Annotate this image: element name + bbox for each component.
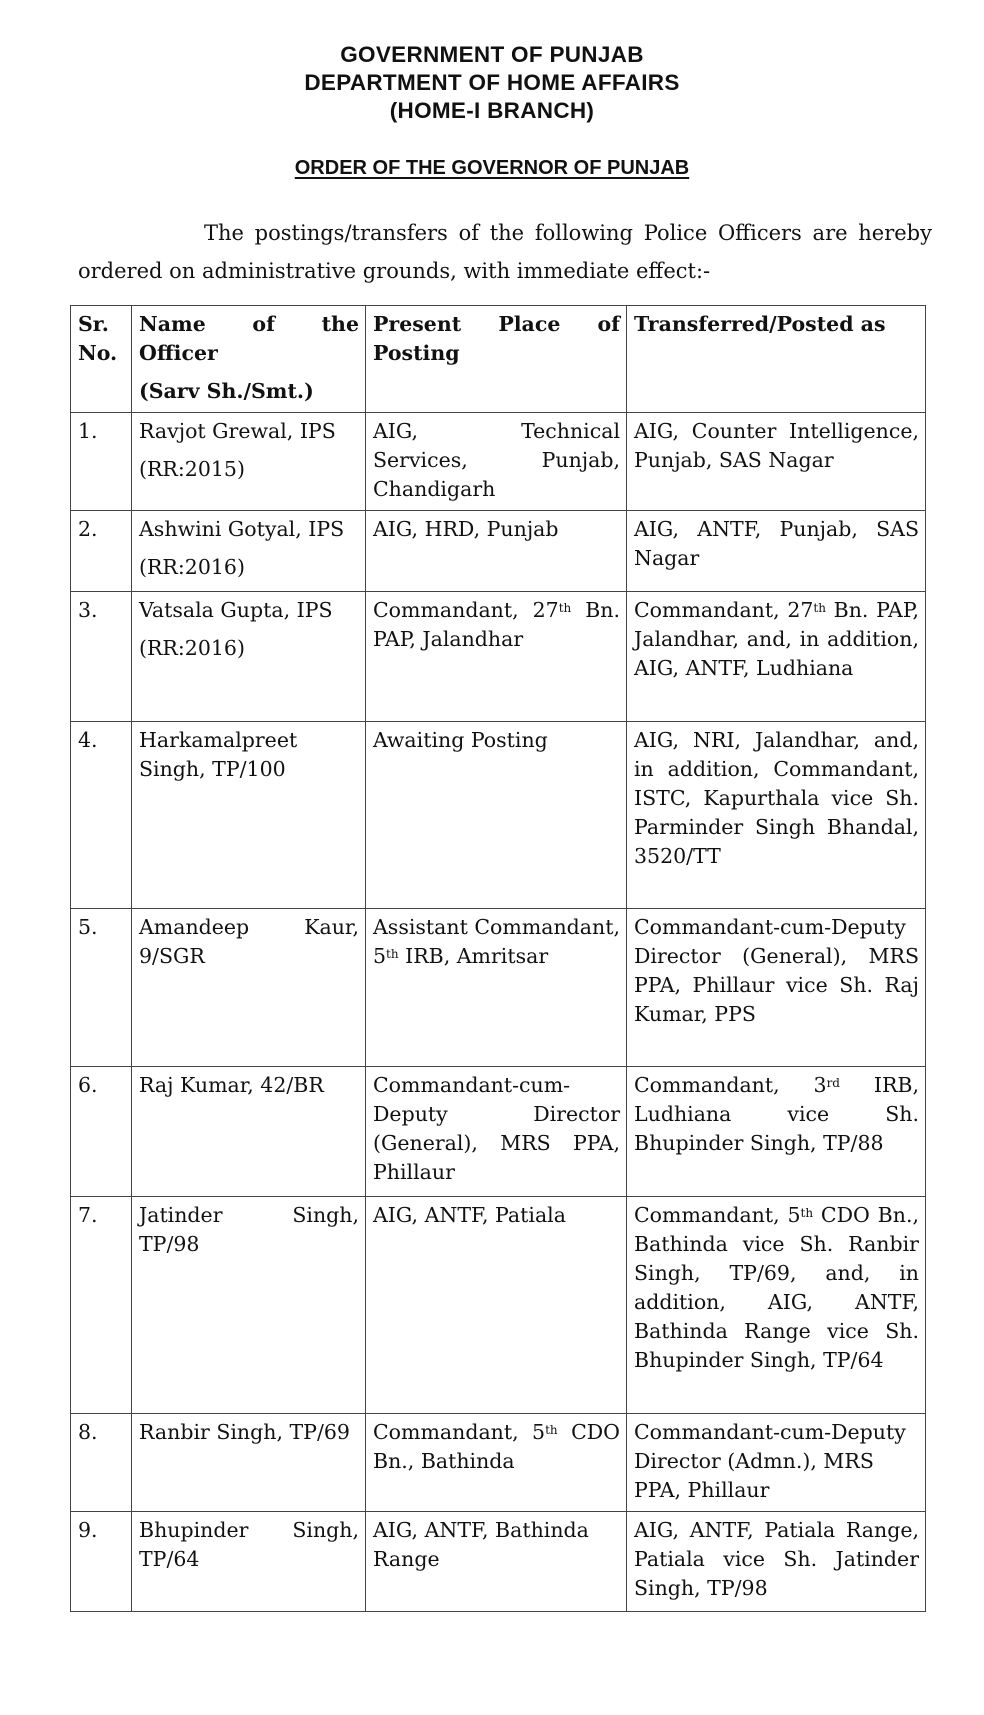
cell-officer: Bhupinder Singh, TP/64 <box>132 1512 366 1612</box>
table-row <box>71 1414 926 1512</box>
cell-present: Assistant Commandant, 5th IRB, Amritsar <box>366 909 627 1067</box>
cell-officer: Ranbir Singh, TP/69 <box>132 1414 366 1512</box>
table-row <box>71 1512 926 1612</box>
table-row <box>71 1197 926 1414</box>
table-row <box>71 722 926 909</box>
order-title: ORDER OF THE GOVERNOR OF PUNJAB <box>294 157 690 179</box>
cell-transferred: AIG, Counter Intelligence, Punjab, SAS Nagar <box>627 413 926 511</box>
cell-present: Commandant, 5th CDO Bn., Bathinda <box>366 1414 627 1512</box>
header-sr-no: Sr. No. <box>71 306 132 413</box>
cell-present: Awaiting Posting <box>366 722 627 909</box>
header-present-posting: Present Place of Posting <box>366 306 627 413</box>
cell-present: AIG, Technical Services, Punjab, Chandigarh <box>366 413 627 511</box>
postings-table <box>70 305 926 1612</box>
header-officer-name: Name of the Officer (Sarv Sh./Smt.) <box>132 306 366 413</box>
cell-transferred: AIG, NRI, Jalandhar, and, in addition, Commandant, ISTC, Kapurthala vice Sh. Parminder Singh Bhandal, 3520/TT <box>627 722 926 909</box>
table-row <box>71 592 926 722</box>
cell-officer: Jatinder Singh, TP/98 <box>132 1197 366 1414</box>
cell-transferred: Commandant-cum-Deputy Director (Admn.), MRS PPA, Phillaur <box>627 1414 926 1512</box>
cell-transferred: Commandant, 5th CDO Bn., Bathinda vice Sh. Ranbir Singh, TP/69, and, in addition, AIG, ANTF, Bathinda Range vice Sh. Bhupinder Singh, TP/64 <box>627 1197 926 1414</box>
header-branch: (HOME-I BRANCH) <box>389 98 595 123</box>
table-header-row <box>71 306 926 413</box>
cell-transferred: Commandant, 27th Bn. PAP, Jalandhar, and, in addition, AIG, ANTF, Ludhiana <box>627 592 926 722</box>
cell-present: Commandant, 27th Bn. PAP, Jalandhar <box>366 592 627 722</box>
cell-present: Commandant-cum-Deputy Director (General), MRS PPA, Phillaur <box>366 1067 627 1197</box>
cell-sr: 8. <box>71 1414 132 1512</box>
cell-sr: 6. <box>71 1067 132 1197</box>
header-department: DEPARTMENT OF HOME AFFAIRS <box>304 70 680 95</box>
cell-transferred: AIG, ANTF, Punjab, SAS Nagar <box>627 511 926 592</box>
cell-officer: Amandeep Kaur, 9/SGR <box>132 909 366 1067</box>
cell-present: AIG, HRD, Punjab <box>366 511 627 592</box>
cell-transferred: Commandant-cum-Deputy Director (General), MRS PPA, Phillaur vice Sh. Raj Kumar, PPS <box>627 909 926 1067</box>
cell-sr: 7. <box>71 1197 132 1414</box>
table-row <box>71 413 926 511</box>
cell-present: AIG, ANTF, Bathinda Range <box>366 1512 627 1612</box>
cell-sr: 4. <box>71 722 132 909</box>
cell-sr: 3. <box>71 592 132 722</box>
cell-transferred: Commandant, 3rd IRB, Ludhiana vice Sh. Bhupinder Singh, TP/88 <box>627 1067 926 1197</box>
cell-present: AIG, ANTF, Patiala <box>366 1197 627 1414</box>
cell-sr: 9. <box>71 1512 132 1612</box>
table-row <box>71 909 926 1067</box>
cell-officer: Vatsala Gupta, IPS (RR:2016) <box>132 592 366 722</box>
cell-officer: Ravjot Grewal, IPS (RR:2015) <box>132 413 366 511</box>
cell-officer: Raj Kumar, 42/BR <box>132 1067 366 1197</box>
cell-sr: 2. <box>71 511 132 592</box>
cell-officer: Ashwini Gotyal, IPS (RR:2016) <box>132 511 366 592</box>
table-row <box>71 511 926 592</box>
cell-transferred: AIG, ANTF, Patiala Range, Patiala vice Sh. Jatinder Singh, TP/98 <box>627 1512 926 1612</box>
cell-sr: 5. <box>71 909 132 1067</box>
intro-paragraph: The postings/transfers of the following Police Officers are hereby ordered on administrative grounds, with immediate effect:- <box>78 221 932 283</box>
header-government: GOVERNMENT OF PUNJAB <box>340 42 644 67</box>
header-transferred: Transferred/Posted as <box>627 306 926 413</box>
cell-officer: Harkamalpreet Singh, TP/100 <box>132 722 366 909</box>
table-row <box>71 1067 926 1197</box>
cell-sr: 1. <box>71 413 132 511</box>
